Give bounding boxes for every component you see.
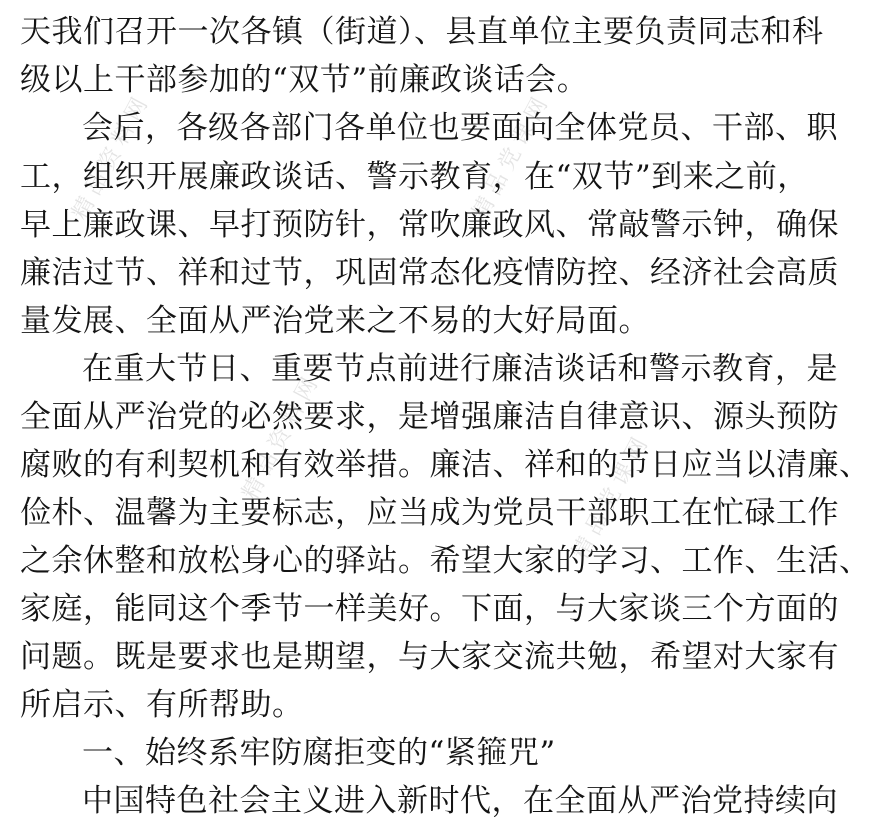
paragraph-first-line: 会后，各级各部门各单位也要面向全体党员、干部、职: [82, 110, 838, 146]
text-line: 俭朴、温馨为主要标志，应当成为党员干部职工在忙碌工作: [20, 495, 839, 531]
text-line: 全面从严治党的必然要求，是增强廉洁自律意识、源头预防: [20, 399, 839, 435]
text-line: 之余休整和放松身心的驿站。希望大家的学习、工作、生活、: [20, 543, 871, 579]
text-line: 腐败的有利契机和有效举措。廉洁、祥和的节日应当以清廉、: [20, 447, 871, 483]
text-line: 量发展、全面从严治党来之不易的大好局面。: [20, 303, 650, 339]
text-line: 天我们召开一次各镇（街道）、县直单位主要负责同志和科: [20, 14, 824, 50]
text-line: 工，组织开展廉政谈话、警示教育，在“双节”到来之前，: [20, 159, 809, 195]
watermark: 精品党课网: [567, 428, 656, 565]
text-line: 级以上干部参加的“双节”前廉政谈话会。: [20, 62, 589, 98]
text-line: 家庭，能同这个季节一样美好。下面，与大家谈三个方面的: [20, 591, 839, 627]
paragraph-first-line: 中国特色社会主义进入新时代，在全面从严治党持续向: [82, 783, 838, 819]
watermark: 精品资料网: [237, 368, 326, 505]
text-line: 早上廉政课、早打预防针，常吹廉政风、常敲警示钟，确保: [20, 207, 839, 243]
section-heading: 一、始终系牢防腐拒变的“紧箍咒”: [82, 735, 556, 771]
text-line: 问题。既是要求也是期望，与大家交流共勉，希望对大家有: [20, 639, 839, 675]
text-line: 廉洁过节、祥和过节，巩固常态化疫情防控、经济社会高质: [20, 255, 839, 291]
text-line: 所启示、有所帮助。: [20, 687, 304, 723]
paragraph-first-line: 在重大节日、重要节点前进行廉洁谈话和警示教育，是: [82, 351, 838, 387]
watermark: 精品党课网: [467, 88, 556, 225]
watermark: 精品资料网: [67, 88, 156, 225]
